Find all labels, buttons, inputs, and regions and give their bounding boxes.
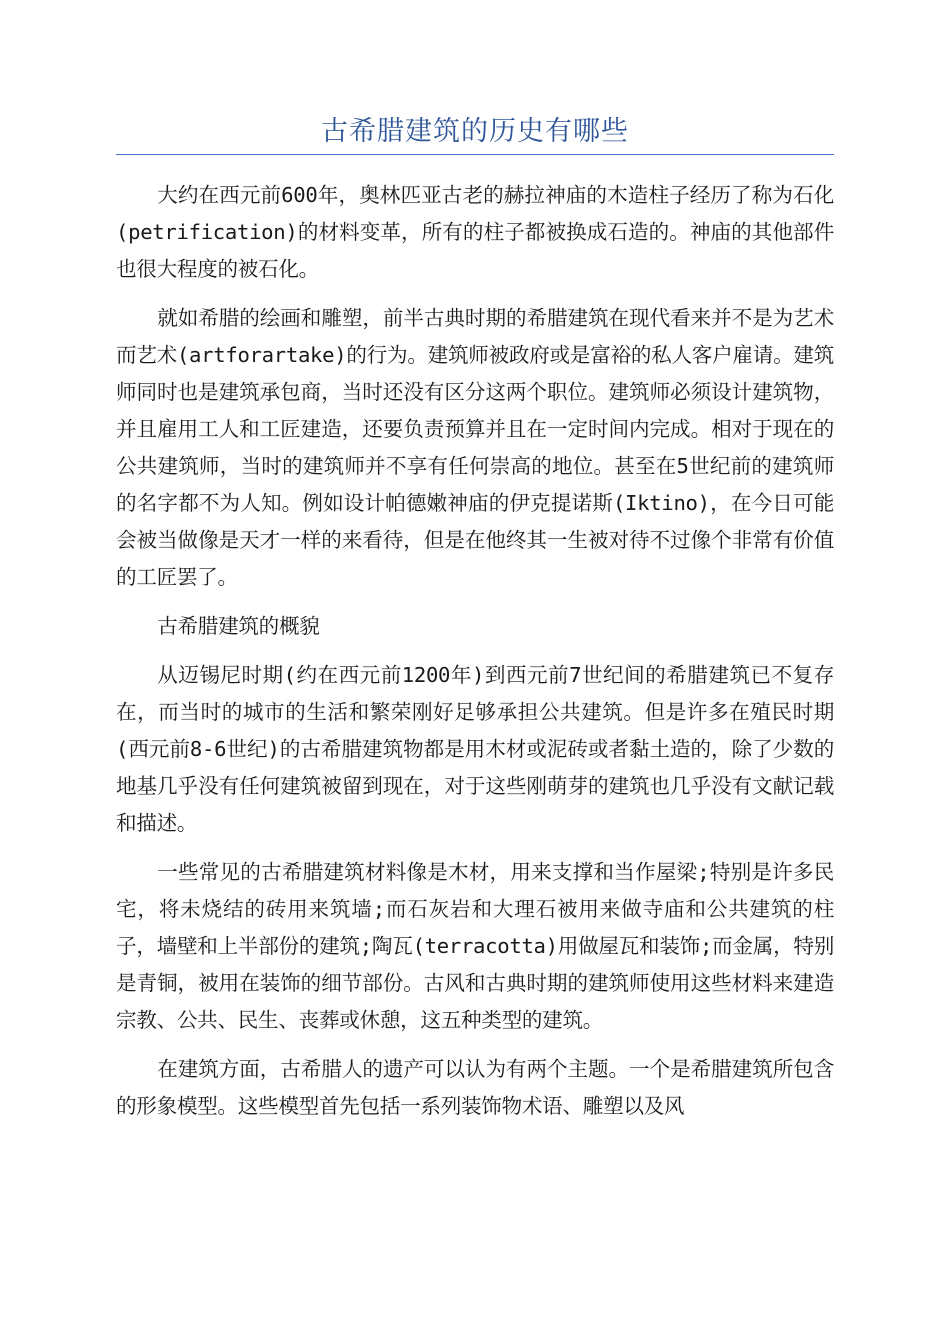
title-underline bbox=[116, 154, 834, 155]
paragraph-materials: 一些常见的古希腊建筑材料像是木材，用来支撑和当作屋梁;特别是许多民宅，将未烧结的砖用来筑墙;而石灰岩和大理石被用来做寺庙和公共建筑的柱子，墙壁和上半部份的建筑;陶瓦(terracotta)用做屋瓦和装饰;而金属，特别是青铜，被用在装饰的细节部份。古风和古典时期的建筑师使用这些材料来建造宗教、公共、民生、丧葬或休憩，这五种类型的建筑。 bbox=[116, 860, 834, 1032]
paragraph-legacy: 在建筑方面，古希腊人的遗产可以认为有两个主题。一个是希腊建筑所包含的形象模型。这些模型首先包括一系列装饰物术语、雕塑以及风 bbox=[116, 1057, 834, 1118]
paragraph-architects: 就如希腊的绘画和雕塑，前半古典时期的希腊建筑在现代看来并不是为艺术而艺术(artforartake)的行为。建筑师被政府或是富裕的私人客户雇请。建筑师同时也是建筑承包商，当时还没有区分这两个职位。建筑师必须设计建筑物，并且雇用工人和工匠建造，还要负责预算并且在一定时间内完成。相对于现在的公共建筑师，当时的建筑师并不享有任何崇高的地位。甚至在5世纪前的建筑师的名字都不为人知。例如设计帕德嫩神庙的伊克提诺斯(Iktino)，在今日可能会被当做像是天才一样的来看待，但是在他终其一生被对待不过像个非常有价值的工匠罢了。 bbox=[116, 306, 834, 589]
document-body bbox=[116, 177, 834, 1137]
section-heading: 古希腊建筑的概貌 bbox=[157, 614, 320, 638]
paragraph-early-period: 从迈锡尼时期(约在西元前1200年)到西元前7世纪间的希腊建筑已不复存在，而当时的城市的生活和繁荣刚好足够承担公共建筑。但是许多在殖民时期(西元前8-6世纪)的古希腊建筑物都是用木材或泥砖或者黏土造的，除了少数的地基几乎没有任何建筑被留到现在，对于这些刚萌芽的建筑也几乎没有文献记载和描述。 bbox=[116, 663, 834, 835]
paragraph-petrification: 大约在西元前600年，奥林匹亚古老的赫拉神庙的木造柱子经历了称为石化(petrification)的材料变革，所有的柱子都被换成石造的。神庙的其他部件也很大程度的被石化。 bbox=[116, 183, 834, 281]
page-title: 古希腊建筑的历史有哪些 bbox=[321, 116, 629, 147]
